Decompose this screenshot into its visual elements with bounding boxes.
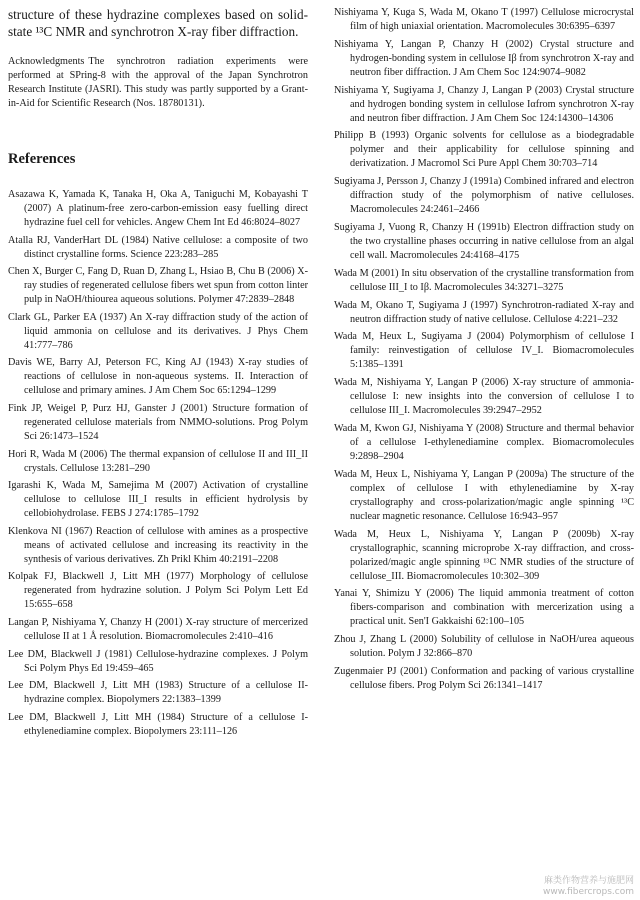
reference-item: Lee DM, Blackwell J, Litt MH (1983) Structure of a cellulose II-hydrazine complex. Biopolymers 22:1383–1399 — [8, 680, 308, 706]
reference-item: Lee DM, Blackwell J (1981) Cellulose-hydrazine complexes. J Polym Sci Polym Phys Ed 19:459–465 — [8, 648, 308, 674]
reference-item: Klenkova NI (1967) Reaction of cellulose with amines as a prospective means of activated cellulose and increasing its reactivity in the synthesis of various derivatives. Zh Prikl Khim 40:2191–2208 — [8, 525, 308, 565]
reference-item: Davis WE, Barry AJ, Peterson FC, King AJ (1943) X-ray studies of reactions of cellulose in non-aqueous systems. II. Interaction of cellulose and primary amines. J Am Chem Soc 65:1294–1299 — [8, 357, 308, 397]
intro-paragraph: structure of these hydrazine complexes based on solid-state ¹³C NMR and synchrotron X-ray fiber diffraction. — [8, 7, 308, 39]
reference-item: Nishiyama Y, Kuga S, Wada M, Okano T (1997) Cellulose microcrystal film of high uniaxial orientation. Macromolecules 30:6395–6397 — [334, 7, 634, 32]
reference-item: Zugenmaier PJ (2001) Conformation and packing of various crystalline cellulose fibers. Prog Polym Sci 26:1341–1417 — [334, 665, 634, 691]
reference-item: Nishiyama Y, Langan P, Chanzy H (2002) Crystal structure and hydrogen-bonding system in cellulose Iβ from synchrotron X-ray and neutron fiber diffraction. J Am Chem Soc 124:9074–9082 — [334, 38, 634, 78]
reference-item: Wada M, Heux L, Nishiyama Y, Langan P (2009a) The structure of the complex of cellulose I with ethylenediamine by X-ray crystallography and cross-polarization/magic angle spinning ¹³C nuclear magnetic resonance. Cellulose 16:943–957 — [334, 468, 634, 522]
reference-item: Asazawa K, Yamada K, Tanaka H, Oka A, Taniguchi M, Kobayashi T (2007) A platinum-free zero-carbon-emission easy fuelling direct hydrazine fuel cell for vehicles. Angew Chem Int Ed 46:8024–8027 — [8, 189, 308, 228]
reference-item: Atalla RJ, VanderHart DL (1984) Native cellulose: a composite of two distinct crystalline forms. Science 223:283–285 — [8, 234, 308, 260]
reference-item: Fink JP, Weigel P, Purz HJ, Ganster J (2001) Structure formation of regenerated cellulose materials from NMMO-solutions. Prog Polym Sci 26:1473–1524 — [8, 402, 308, 442]
reference-item: Wada M, Okano T, Sugiyama J (1997) Synchrotron-radiated X-ray and neutron diffraction study of native cellulose. Cellulose 4:221–232 — [334, 299, 634, 325]
reference-item: Sugiyama J, Vuong R, Chanzy H (1991b) Electron diffraction study on the two crystalline phases occurring in native cellulose from an algal cell wall. Macromolecules 24:4168–4175 — [334, 221, 634, 261]
reference-item: Wada M, Heux L, Nishiyama Y, Langan P (2009b) X-ray crystallographic, scanning microprobe X-ray diffraction, and cross-polarized/magic angle spinning ¹³C NMR studies of the structure of cellulose_III. Biomacromolecules 10:302–309 — [334, 528, 634, 582]
right-column — [334, 6, 634, 697]
reference-item: Igarashi K, Wada M, Samejima M (2007) Activation of crystalline cellulose to cellulose III_I results in efficient hydrolysis by cellobiohydrolase. FEBS J 274:1785–1792 — [8, 480, 308, 520]
references-heading: References — [8, 151, 76, 167]
reference-item: Philipp B (1993) Organic solvents for cellulose as a biodegradable polymer and their applicability for cellulose spinning and derivatization. J Macromol Sci Pure Appl Chem 30:703–714 — [334, 130, 634, 170]
watermark-line-1: 麻类作物营养与施肥网 — [543, 876, 634, 886]
reference-item: Yanai Y, Shimizu Y (2006) The liquid ammonia treatment of cotton fibers-comparison and combination with mercerization using a practical unit. Sen'I Gakkaishi 62:100–105 — [334, 588, 634, 628]
reference-item: Nishiyama Y, Sugiyama J, Chanzy J, Langan P (2003) Crystal structure and hydrogen bonding system in cellulose Iαfrom synchrotron X-ray and neutron fiber diffraction. J Am Chem Soc 124:14300–14306 — [334, 84, 634, 124]
site-watermark — [543, 876, 634, 898]
reference-item: Sugiyama J, Persson J, Chanzy J (1991a) Combined infrared and electron diffraction study of the polymorphism of native celluloses. Macromolecules 24:2461–2466 — [334, 176, 634, 216]
references-list-left — [8, 188, 308, 739]
reference-item: Wada M, Nishiyama Y, Langan P (2006) X-ray structure of ammonia-cellulose I: new insights into the conversion of cellulose I to cellulose III_I. Macromolecules 39:2947–2952 — [334, 377, 634, 417]
reference-item: Wada M, Heux L, Sugiyama J (2004) Polymorphism of cellulose I family: reinvestigation of cellulose IV_I. Biomacromolecules 5:1385–1391 — [334, 331, 634, 371]
reference-item: Langan P, Nishiyama Y, Chanzy H (2001) X-ray structure of mercerized cellulose II at 1 Å resolution. Biomacromolecules 2:410–416 — [8, 616, 308, 642]
reference-item: Zhou J, Zhang L (2000) Solubility of cellulose in NaOH/urea aqueous solution. Polym J 32:866–870 — [334, 634, 634, 660]
reference-item: Clark GL, Parker EA (1937) An X-ray diffraction study of the action of liquid ammonia on cellulose and its derivatives. J Phys Chem 41:777–786 — [8, 311, 308, 351]
left-column — [8, 6, 308, 742]
reference-item: Wada M (2001) In situ observation of the crystalline transformation from cellulose III_I to Iβ. Macromolecules 34:3271–3275 — [334, 267, 634, 293]
reference-item: Kolpak FJ, Blackwell J, Litt MH (1977) Morphology of cellulose regenerated from hydrazine solution. J Polym Sci Polym Lett Ed 15:655–658 — [8, 571, 308, 611]
reference-item: Lee DM, Blackwell J, Litt MH (1984) Structure of a cellulose I-ethylenediamine complex. Biopolymers 23:111–126 — [8, 711, 308, 737]
reference-item: Hori R, Wada M (2006) The thermal expansion of cellulose II and III_II crystals. Cellulose 13:281–290 — [8, 448, 308, 474]
acknowledgments-paragraph — [8, 55, 308, 111]
acknowledgments-heading: Acknowledgments — [8, 56, 85, 67]
references-list-right — [334, 6, 634, 693]
reference-item: Wada M, Kwon GJ, Nishiyama Y (2008) Structure and thermal behavior of a cellulose I-ethylenediamine complex. Biomacromolecules 9:2898–2904 — [334, 422, 634, 462]
watermark-line-2: www.fibercrops.com — [543, 887, 634, 897]
acknowledgments-text: The synchrotron radiation experiments were performed at SPring-8 with the approval of the Japan Synchrotron Research Institute (JASRI). This study was partly supported by a Grant-in-Aid for Scientific Research (Nos. 18780131). — [8, 56, 308, 109]
reference-item: Chen X, Burger C, Fang D, Ruan D, Zhang L, Hsiao B, Chu B (2006) X-ray studies of regenerated cellulose fibers wet spun from cotton linter pulp in NaOH/thiourea aqueous solutions. Polymer 47:2839–2848 — [8, 266, 308, 306]
